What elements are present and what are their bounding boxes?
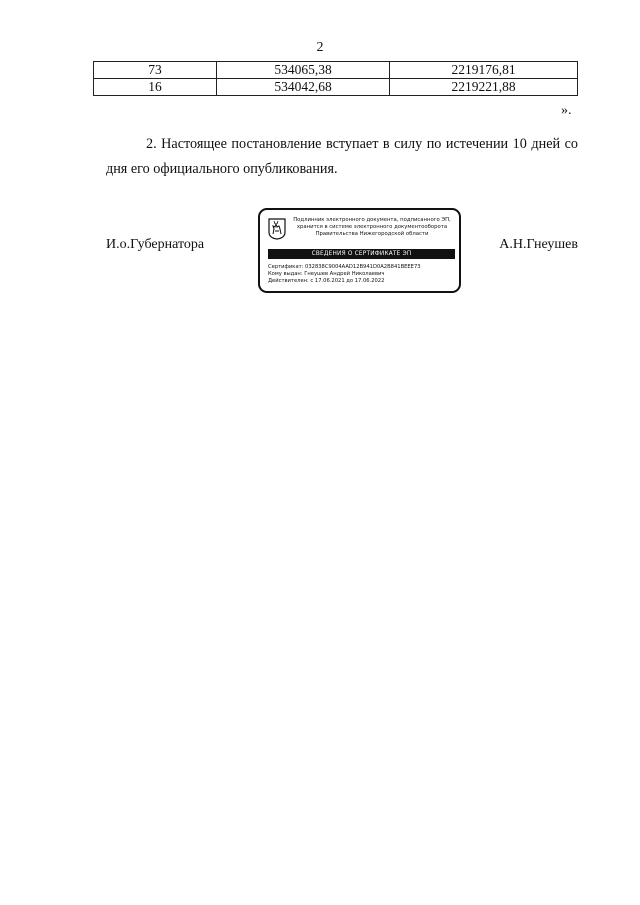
table-row: [94, 62, 578, 79]
stamp-header: [288, 217, 456, 238]
certificate-owner: Кому выдан: Гнеушев Андрей Николаевич: [268, 271, 385, 277]
table-cell: 534042,68: [217, 79, 390, 96]
stamp-header-line: хранится в системе электронного документооборота: [296, 224, 448, 230]
closing-quote: ».: [561, 103, 572, 118]
table-cell: 534065,38: [217, 62, 390, 79]
paragraph-2: 2. Настоящее постановление вступает в силу по истечении 10 дней со дня его официального опубликования.: [106, 136, 578, 177]
coordinates-table: [93, 61, 578, 96]
signatory-position: И.о.Губернатора: [106, 237, 205, 252]
stamp-details: [268, 264, 458, 285]
electronic-signature-stamp: [258, 208, 461, 293]
stamp-header-line: Подлинник электронного документа, подписанного ЭП,: [293, 217, 451, 223]
stamp-header-line: Правительства Нижегородской области: [315, 231, 429, 237]
table-cell: 16: [94, 79, 217, 96]
table-row: [94, 79, 578, 96]
table-cell: 2219176,81: [390, 62, 578, 79]
table-cell: 73: [94, 62, 217, 79]
table-cell: 2219221,88: [390, 79, 578, 96]
certificate-validity: Действителен: с 17.06.2021 до 17.06.2022: [268, 278, 385, 284]
stamp-title: СВЕДЕНИЯ О СЕРТИФИКАТЕ ЭП: [268, 249, 455, 259]
deer-emblem-icon: [268, 218, 286, 240]
certificate-number: Сертификат: 032838C9004AAD12B941D0A2B841BEEE73: [268, 264, 421, 270]
page-number: 2: [316, 40, 324, 55]
signatory-name: А.Н.Гнеушев: [499, 237, 578, 252]
